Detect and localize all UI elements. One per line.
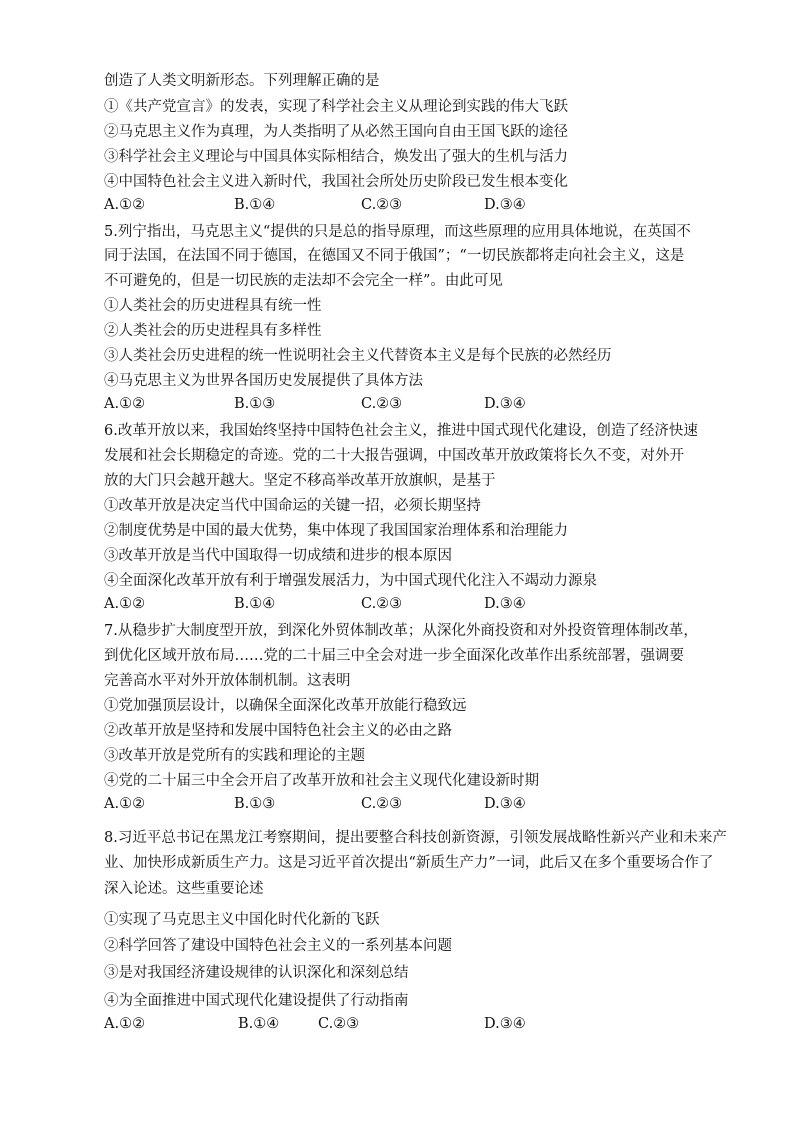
- choice-d: D.③④: [484, 396, 526, 412]
- q5-choices: [104, 394, 664, 414]
- choice-a: A.①②: [104, 197, 146, 213]
- q7-stem-line-1: 7.从稳步扩大制度型开放，到深化外贸体制改革；从深化外商投资和对外投资管理体制改革，: [104, 623, 698, 639]
- intro-statement-3: ③科学社会主义理论与中国具体实际相结合，焕发出了强大的生机与活力: [104, 149, 568, 165]
- choice-a: A.①②: [104, 796, 146, 812]
- q8-stem-line-3: 深入论述。这些重要论述: [104, 881, 264, 897]
- intro-statement-1: ①《共产党宣言》的发表，实现了科学社会主义从理论到实践的伟大飞跃: [104, 99, 568, 115]
- choice-a: A.①②: [104, 1016, 146, 1032]
- choice-c: C.②③: [361, 796, 403, 812]
- choice-b: B.①④: [238, 1016, 280, 1032]
- q7-statement-2: ②改革开放是坚持和发展中国特色社会主义的必由之路: [104, 723, 452, 739]
- q7-stem-line-2: 到优化区域开放布局……党的二十届三中全会对进一步全面深化改革作出系统部署，强调要: [104, 648, 684, 664]
- choice-c: C.②③: [318, 1016, 360, 1032]
- choice-c: C.②③: [361, 596, 403, 612]
- q5-stem-line-1: 5.列宁指出，马克思主义“提供的只是总的指导原理，而这些原理的应用具体地说，在英国不: [104, 224, 691, 240]
- q6-statement-1: ①改革开放是决定当代中国命运的关键一招，必须长期坚持: [104, 498, 481, 514]
- q8-statement-1: ①实现了马克思主义中国化时代化新的飞跃: [104, 912, 380, 928]
- choice-d: D.③④: [484, 596, 526, 612]
- q7-statement-3: ③改革开放是党所有的实践和理论的主题: [104, 748, 365, 764]
- intro-statement-2: ②马克思主义作为真理，为人类指明了从必然王国向自由王国飞跃的途径: [104, 124, 568, 140]
- intro-statement-4: ④中国特色社会主义进入新时代，我国社会所处历史阶段已发生根本变化: [104, 174, 568, 190]
- q5-stem-line-2: 同于法国，在法国不同于德国，在德国又不同于俄国”；“一切民族都将走向社会主义，这是: [104, 248, 685, 264]
- q6-stem-line-3: 放的大门只会越开越大。坚定不移高举改革开放旗帜，是基于: [104, 473, 496, 489]
- q6-stem-line-2: 发展和社会长期稳定的奇迹。党的二十大报告强调，中国改革开放政策将长久不变，对外开: [104, 448, 684, 464]
- q5-statement-3: ③人类社会历史进程的统一性说明社会主义代替资本主义是每个民族的必然经历: [104, 348, 612, 364]
- choice-b: B.①③: [234, 396, 276, 412]
- choice-a: A.①②: [104, 396, 146, 412]
- q6-choices: [104, 594, 664, 614]
- q6-statement-2: ②制度优势是中国的最大优势，集中体现了我国国家治理体系和治理能力: [104, 523, 568, 539]
- q7-stem-line-3: 完善高水平对外开放体制机制。这表明: [104, 673, 351, 689]
- q6-statement-3: ③改革开放是当代中国取得一切成绩和进步的根本原因: [104, 548, 452, 564]
- choice-b: B.①④: [234, 596, 276, 612]
- choice-c: C.②③: [361, 197, 403, 213]
- intro-stem-tail: 创造了人类文明新形态。下列理解正确的是: [104, 73, 380, 89]
- choice-c: C.②③: [361, 396, 403, 412]
- q7-statement-1: ①党加强顶层设计，以确保全面深化改革开放能行稳致远: [104, 698, 467, 714]
- q5-statement-2: ②人类社会的历史进程具有多样性: [104, 323, 322, 339]
- choice-a: A.①②: [104, 596, 146, 612]
- q8-statement-4: ④为全面推进中国式现代化建设提供了行动指南: [104, 993, 409, 1009]
- q8-statement-2: ②科学回答了建设中国特色社会主义的一系列基本问题: [104, 938, 452, 954]
- q8-stem-line-2: 业、加快形成新质生产力。这是习近平首次提出“新质生产力”一词，此后又在多个重要场合作了: [104, 855, 714, 871]
- choice-d: D.③④: [484, 1016, 526, 1032]
- choice-d: D.③④: [484, 197, 526, 213]
- q5-statement-4: ④马克思主义为世界各国历史发展提供了具体方法: [104, 373, 423, 389]
- q5-stem-line-3: 不可避免的，但是一切民族的走法却不会完全一样”。由此可见: [104, 273, 503, 289]
- choice-b: B.①④: [234, 197, 276, 213]
- q6-statement-4: ④全面深化改革开放有利于增强发展活力，为中国式现代化注入不竭动力源泉: [104, 573, 597, 589]
- q8-statement-3: ③是对我国经济建设规律的认识深化和深刻总结: [104, 965, 409, 981]
- q8-choices: [104, 1014, 664, 1034]
- choice-d: D.③④: [484, 796, 526, 812]
- choice-b: B.①③: [234, 796, 276, 812]
- intro-choices: [104, 195, 664, 215]
- q7-choices: [104, 794, 664, 814]
- q8-stem-line-1: 8.习近平总书记在黑龙江考察期间，提出要整合科技创新资源，引领发展战略性新兴产业和未来产: [104, 830, 727, 846]
- q6-stem-line-1: 6.改革开放以来，我国始终坚持中国特色社会主义，推进中国式现代化建设，创造了经济快速: [104, 423, 698, 439]
- q5-statement-1: ①人类社会的历史进程具有统一性: [104, 298, 322, 314]
- q7-statement-4: ④党的二十届三中全会开启了改革开放和社会主义现代化建设新时期: [104, 773, 539, 789]
